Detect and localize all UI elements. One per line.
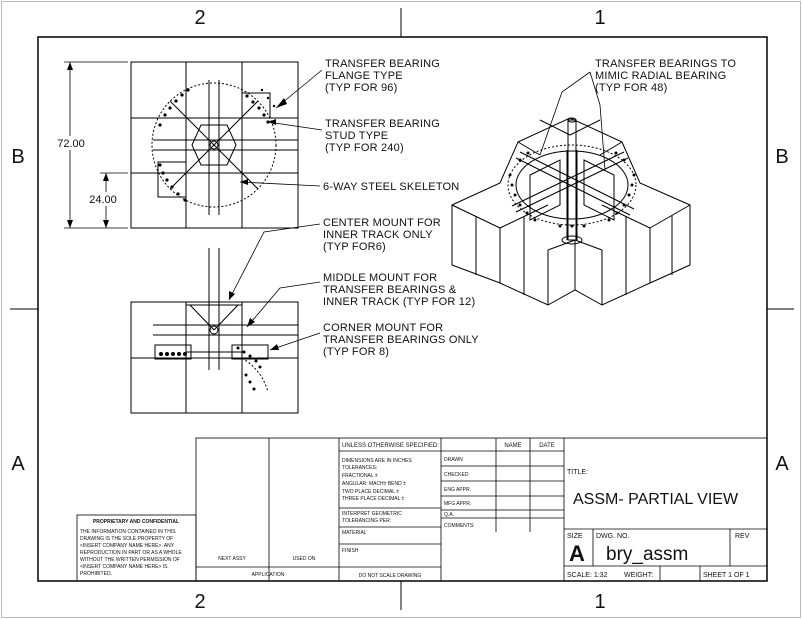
dimension-inner: 24.00	[89, 194, 117, 206]
zone-label-right-b: B	[775, 146, 789, 168]
leader-lines	[229, 70, 605, 350]
plan-view-partial	[131, 248, 298, 413]
callout-stud: TRANSFER BEARING STUD TYPE (TYP FOR 240)	[325, 118, 441, 154]
tb-role-checked: CHECKED	[444, 472, 469, 478]
tb-size-label: SIZE	[567, 533, 583, 540]
tb-scale: SCALE: 1:32	[567, 572, 608, 579]
tb-used-on: USED ON	[292, 556, 316, 562]
tb-role-eng-appr: ENG APPR.	[444, 487, 471, 493]
plan-view-top-bearings	[158, 88, 275, 201]
tb-proprietary-title: PROPRIETARY AND CONFIDENTIAL	[92, 519, 180, 525]
tb-sheet: SHEET 1 OF 1	[703, 572, 750, 579]
tb-unless-specified: UNLESS OTHERWISE SPECIFIED:	[342, 443, 439, 449]
tb-name-col: NAME	[504, 443, 522, 449]
callout-skeleton: 6-WAY STEEL SKELETON	[323, 181, 460, 193]
isometric-view	[452, 118, 690, 305]
callout-corner-mount: CORNER MOUNT FOR TRANSFER BEARINGS ONLY (TYP FOR 8)	[323, 322, 479, 358]
plan-view-partial-bearings	[159, 347, 262, 391]
tb-role-comments: COMMENTS:	[444, 523, 475, 529]
callout-middle-mount: MIDDLE MOUNT FOR TRANSFER BEARINGS & INNER TRACK (TYP FOR 12)	[323, 272, 476, 308]
tb-dwg-label: DWG. NO.	[596, 533, 630, 540]
tb-application: APPLICATION	[251, 572, 285, 578]
zone-label-left-b: B	[11, 146, 25, 168]
tb-tolerances: DIMENSIONS ARE IN INCHES TOLERANCES: FRACTIONAL ± ANGULAR: MACH± BEND ± TWO PLACE DECIMAL ± THREE PLACE DECIMAL ±	[342, 458, 412, 502]
callout-flange: TRANSFER BEARING FLANGE TYPE (TYP FOR 96)	[325, 58, 441, 94]
tb-next-assy: NEXT ASSY	[218, 556, 246, 562]
tb-interpret: INTERPRET GEOMETRIC TOLERANCING PER:	[342, 511, 402, 524]
tb-finish: FINISH	[342, 548, 359, 554]
tb-role-drawn: DRAWN	[444, 457, 463, 463]
tb-title-label: TITLE:	[567, 469, 589, 476]
tb-role-qa: Q.A.	[444, 512, 455, 518]
sheet-outer-border	[2, 2, 801, 618]
tb-do-not-scale: DO NOT SCALE DRAWING	[358, 573, 422, 579]
tb-weight: WEIGHT:	[624, 572, 654, 579]
zone-label-left-a: A	[11, 453, 25, 475]
tb-material: MATERIAL	[342, 530, 367, 536]
tb-dwg-no: bry_assm	[606, 544, 689, 565]
zone-label-top-right: 1	[594, 7, 606, 29]
zone-label-bottom-right: 1	[594, 591, 606, 613]
isometric-bearings	[509, 152, 636, 228]
zone-label-bottom-left: 2	[194, 591, 206, 613]
leader-arrows	[229, 98, 287, 350]
callout-radial-bearings: TRANSFER BEARINGS TO MIMIC RADIAL BEARING (TYP FOR 48)	[595, 58, 737, 94]
tb-rev-label: REV	[735, 533, 750, 540]
tb-title: ASSM- PARTIAL VIEW	[573, 491, 739, 508]
zone-label-top-left: 2	[194, 7, 206, 29]
plan-view-top	[131, 62, 298, 228]
tb-date-col: DATE	[539, 443, 555, 449]
tb-size: A	[569, 541, 585, 566]
tb-role-mfg-appr: MFG APPR.	[444, 501, 472, 507]
tb-proprietary-text: THE INFORMATION CONTAINED IN THIS DRAWING IS THE SOLE PROPERTY OF <INSERT COMPANY NAME HERE>. ANY REPRODUCTION IN PART OR AS A WHOLE WITHOUT THE WRITTEN PERMISSION OF <INSERT COMPANY NAME HERE> IS PROHIBITED.	[80, 529, 182, 577]
callout-center-mount: CENTER MOUNT FOR INNER TRACK ONLY (TYP FOR6)	[323, 217, 441, 253]
zone-label-right-a: A	[775, 453, 789, 475]
dimension-overall: 72.00	[57, 138, 85, 150]
